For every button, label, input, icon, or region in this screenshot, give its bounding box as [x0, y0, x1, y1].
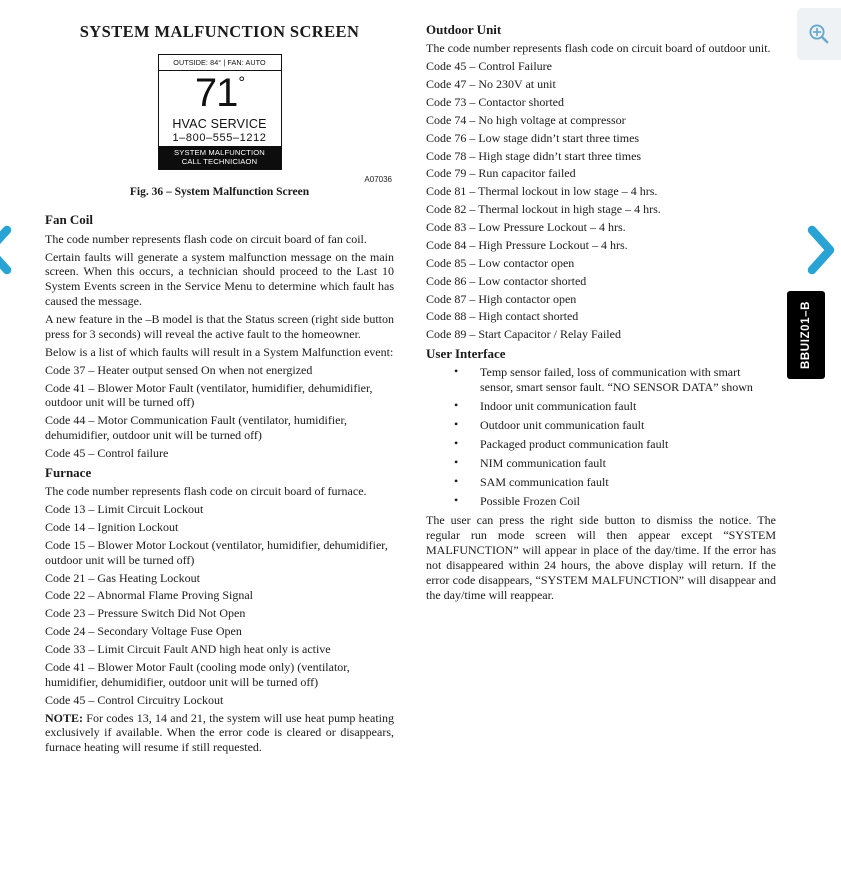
outdoor-code-item: Code 81 – Thermal lockout in low stage – 4 hrs.	[426, 184, 658, 199]
thermostat-display	[158, 54, 282, 170]
outdoor-code-item: Code 82 – Thermal lockout in high stage – 4 hrs.	[426, 202, 661, 217]
furnace-code-item: Code 15 – Blower Motor Lockout (ventilator, humidifier, dehumidifier, outdoor unit will be turned off)	[45, 537, 388, 567]
thermostat-service-label: HVAC SERVICE	[172, 116, 267, 131]
outdoor-code-item: Code 83 – Low Pressure Lockout – 4 hrs.	[426, 220, 626, 234]
fan-coil-code-item: Code 44 – Motor Communication Fault (ventilator, humidifier, dehumidifier, outdoor unit will be turned off)	[45, 413, 347, 443]
chevron-right-icon	[803, 224, 837, 276]
thermostat-alert-banner	[159, 146, 281, 170]
list-item: • Outdoor unit communication fault	[426, 418, 776, 433]
side-tab-label: BBUIZ01–B	[800, 300, 812, 370]
furnace-code-item: Code 13 – Limit Circuit Lockout	[45, 502, 204, 517]
outdoor-code-item: Code 84 – High Pressure Lockout – 4 hrs.	[426, 237, 628, 252]
thermostat-service-phone: 1–800–555–1212	[172, 131, 267, 144]
outdoor-code-item: Code 76 – Low stage didn’t start three times	[426, 130, 640, 145]
fan-coil-below-paragraph: Below is a list of which faults will result in a System Malfunction event:	[45, 344, 394, 359]
fan-coil-code-item: Code 37 – Heater output sensed On when not energized	[45, 362, 313, 377]
note-label: NOTE:	[45, 710, 84, 725]
outdoor-code-item: Code 73 – Contactor shorted	[426, 94, 564, 109]
list-item: • Temp sensor failed, loss of communication with smart sensor, smart sensor fault. “NO SENSOR DATA” shown	[426, 365, 776, 395]
outdoor-code-item: Code 78 – High stage didn’t start three times	[426, 148, 642, 163]
furnace-code-item: Code 45 – Control Circuitry Lockout	[45, 692, 224, 707]
furnace-code-item: Code 33 – Limit Circuit Fault AND high heat only is active	[45, 642, 331, 657]
furnace-code-item: Code 22 – Abnormal Flame Proving Signal	[45, 588, 253, 603]
furnace-note	[45, 711, 394, 756]
fan-coil-code-item: Code 45 – Control failure	[45, 446, 169, 461]
fan-coil-intro: The code number represents flash code on circuit board of fan coil.	[45, 231, 367, 246]
furnace-code-item: Code 21 – Gas Heating Lockout	[45, 570, 200, 585]
zoom-in-button[interactable]	[797, 8, 841, 60]
furnace-code-item: Code 41 – Blower Motor Fault (cooling mode only) (ventilator, humidifier, dehumidifier, outdoor unit will be turned off)	[45, 659, 350, 689]
next-page-button[interactable]	[803, 224, 837, 276]
furnace-code-item: Code 24 – Secondary Voltage Fuse Open	[45, 624, 242, 639]
chevron-left-icon	[0, 224, 16, 276]
figure-thermostat-screen	[45, 54, 394, 170]
furnace-code-item: Code 23 – Pressure Switch Did Not Open	[45, 606, 246, 621]
furnace-code-item: Code 14 – Ignition Lockout	[45, 519, 179, 534]
furnace-intro: The code number represents flash code on circuit board of furnace.	[45, 484, 367, 499]
thermostat-temperature	[159, 71, 281, 115]
degree-symbol: °	[238, 72, 246, 92]
note-text: For codes 13, 14 and 21, the system will use heat pump heating exclusively if available. When the error code is cleared or disappears, furnace heating will resume if still requested.	[45, 710, 394, 755]
outdoor-code-item: Code 89 – Start Capacitor / Relay Failed	[426, 327, 621, 342]
user-interface-closing-paragraph: The user can press the right side button to dismiss the notice. The regular run mode screen will then appear except “SYSTEM MALFUNCTION” will appear in place of the day/time. If the error has not disappeared within 24 hours, the above display will return. If the error code disappears, “SYSTEM MALFUNCTION” will disappear and the day/time will reappear.	[426, 513, 776, 602]
user-interface-fault-list	[426, 365, 776, 508]
list-item: • SAM communication fault	[426, 475, 776, 490]
list-item: • NIM communication fault	[426, 456, 776, 471]
figure-caption: Fig. 36 – System Malfunction Screen	[129, 186, 310, 199]
list-item: • Indoor unit communication fault	[426, 399, 776, 414]
figure-art-code: A07036	[364, 175, 392, 185]
fan-coil-code-item: Code 41 – Blower Motor Fault (ventilator, humidifier, dehumidifier, outdoor unit will be turned off)	[45, 380, 373, 410]
left-column	[45, 22, 394, 758]
temperature-value: 71	[194, 70, 238, 115]
heading-fan-coil: Fan Coil	[45, 212, 94, 228]
outdoor-code-item: Code 79 – Run capacitor failed	[426, 166, 576, 181]
zoom-in-magnifier-icon	[807, 22, 831, 46]
outdoor-code-item: Code 45 – Control Failure	[426, 59, 552, 74]
outdoor-code-item: Code 74 – No high voltage at compressor	[426, 112, 626, 127]
fan-coil-faults-paragraph: Certain faults will generate a system malfunction message on the main screen. When this occurs, a technician should proceed to the Last 10 System Events screen in the Service Menu to determine which fault has caused the message.	[45, 249, 394, 309]
page-title: SYSTEM MALFUNCTION SCREEN	[79, 22, 360, 41]
outdoor-code-item: Code 47 – No 230V at unit	[426, 77, 556, 91]
outdoor-code-item: Code 87 – High contactor open	[426, 291, 577, 306]
side-tab-document-id[interactable]	[787, 291, 825, 379]
alert-line-1: SYSTEM MALFUNCTION	[174, 147, 265, 157]
heading-furnace: Furnace	[45, 464, 92, 480]
heading-outdoor-unit: Outdoor Unit	[426, 22, 502, 37]
list-item: • Packaged product communication fault	[426, 437, 776, 452]
previous-page-button[interactable]	[0, 224, 16, 276]
outdoor-code-item: Code 85 – Low contactor open	[426, 255, 575, 270]
fan-coil-status-paragraph: A new feature in the –B model is that the Status screen (right side button press for 3 seconds) will reveal the active fault to the homeowner.	[45, 312, 394, 341]
heading-user-interface: User Interface	[426, 346, 506, 362]
outdoor-unit-intro: The code number represents flash code on circuit board of outdoor unit.	[426, 41, 771, 56]
outdoor-code-item: Code 86 – Low contactor shorted	[426, 273, 587, 288]
right-column	[426, 22, 776, 606]
thermostat-status-bar: OUTSIDE: 84° | FAN: AUTO	[159, 55, 281, 71]
alert-line-2: CALL TECHNICIAON	[181, 156, 258, 166]
list-item: • Possible Frozen Coil	[426, 494, 776, 509]
outdoor-code-item: Code 88 – High contact shorted	[426, 309, 579, 324]
